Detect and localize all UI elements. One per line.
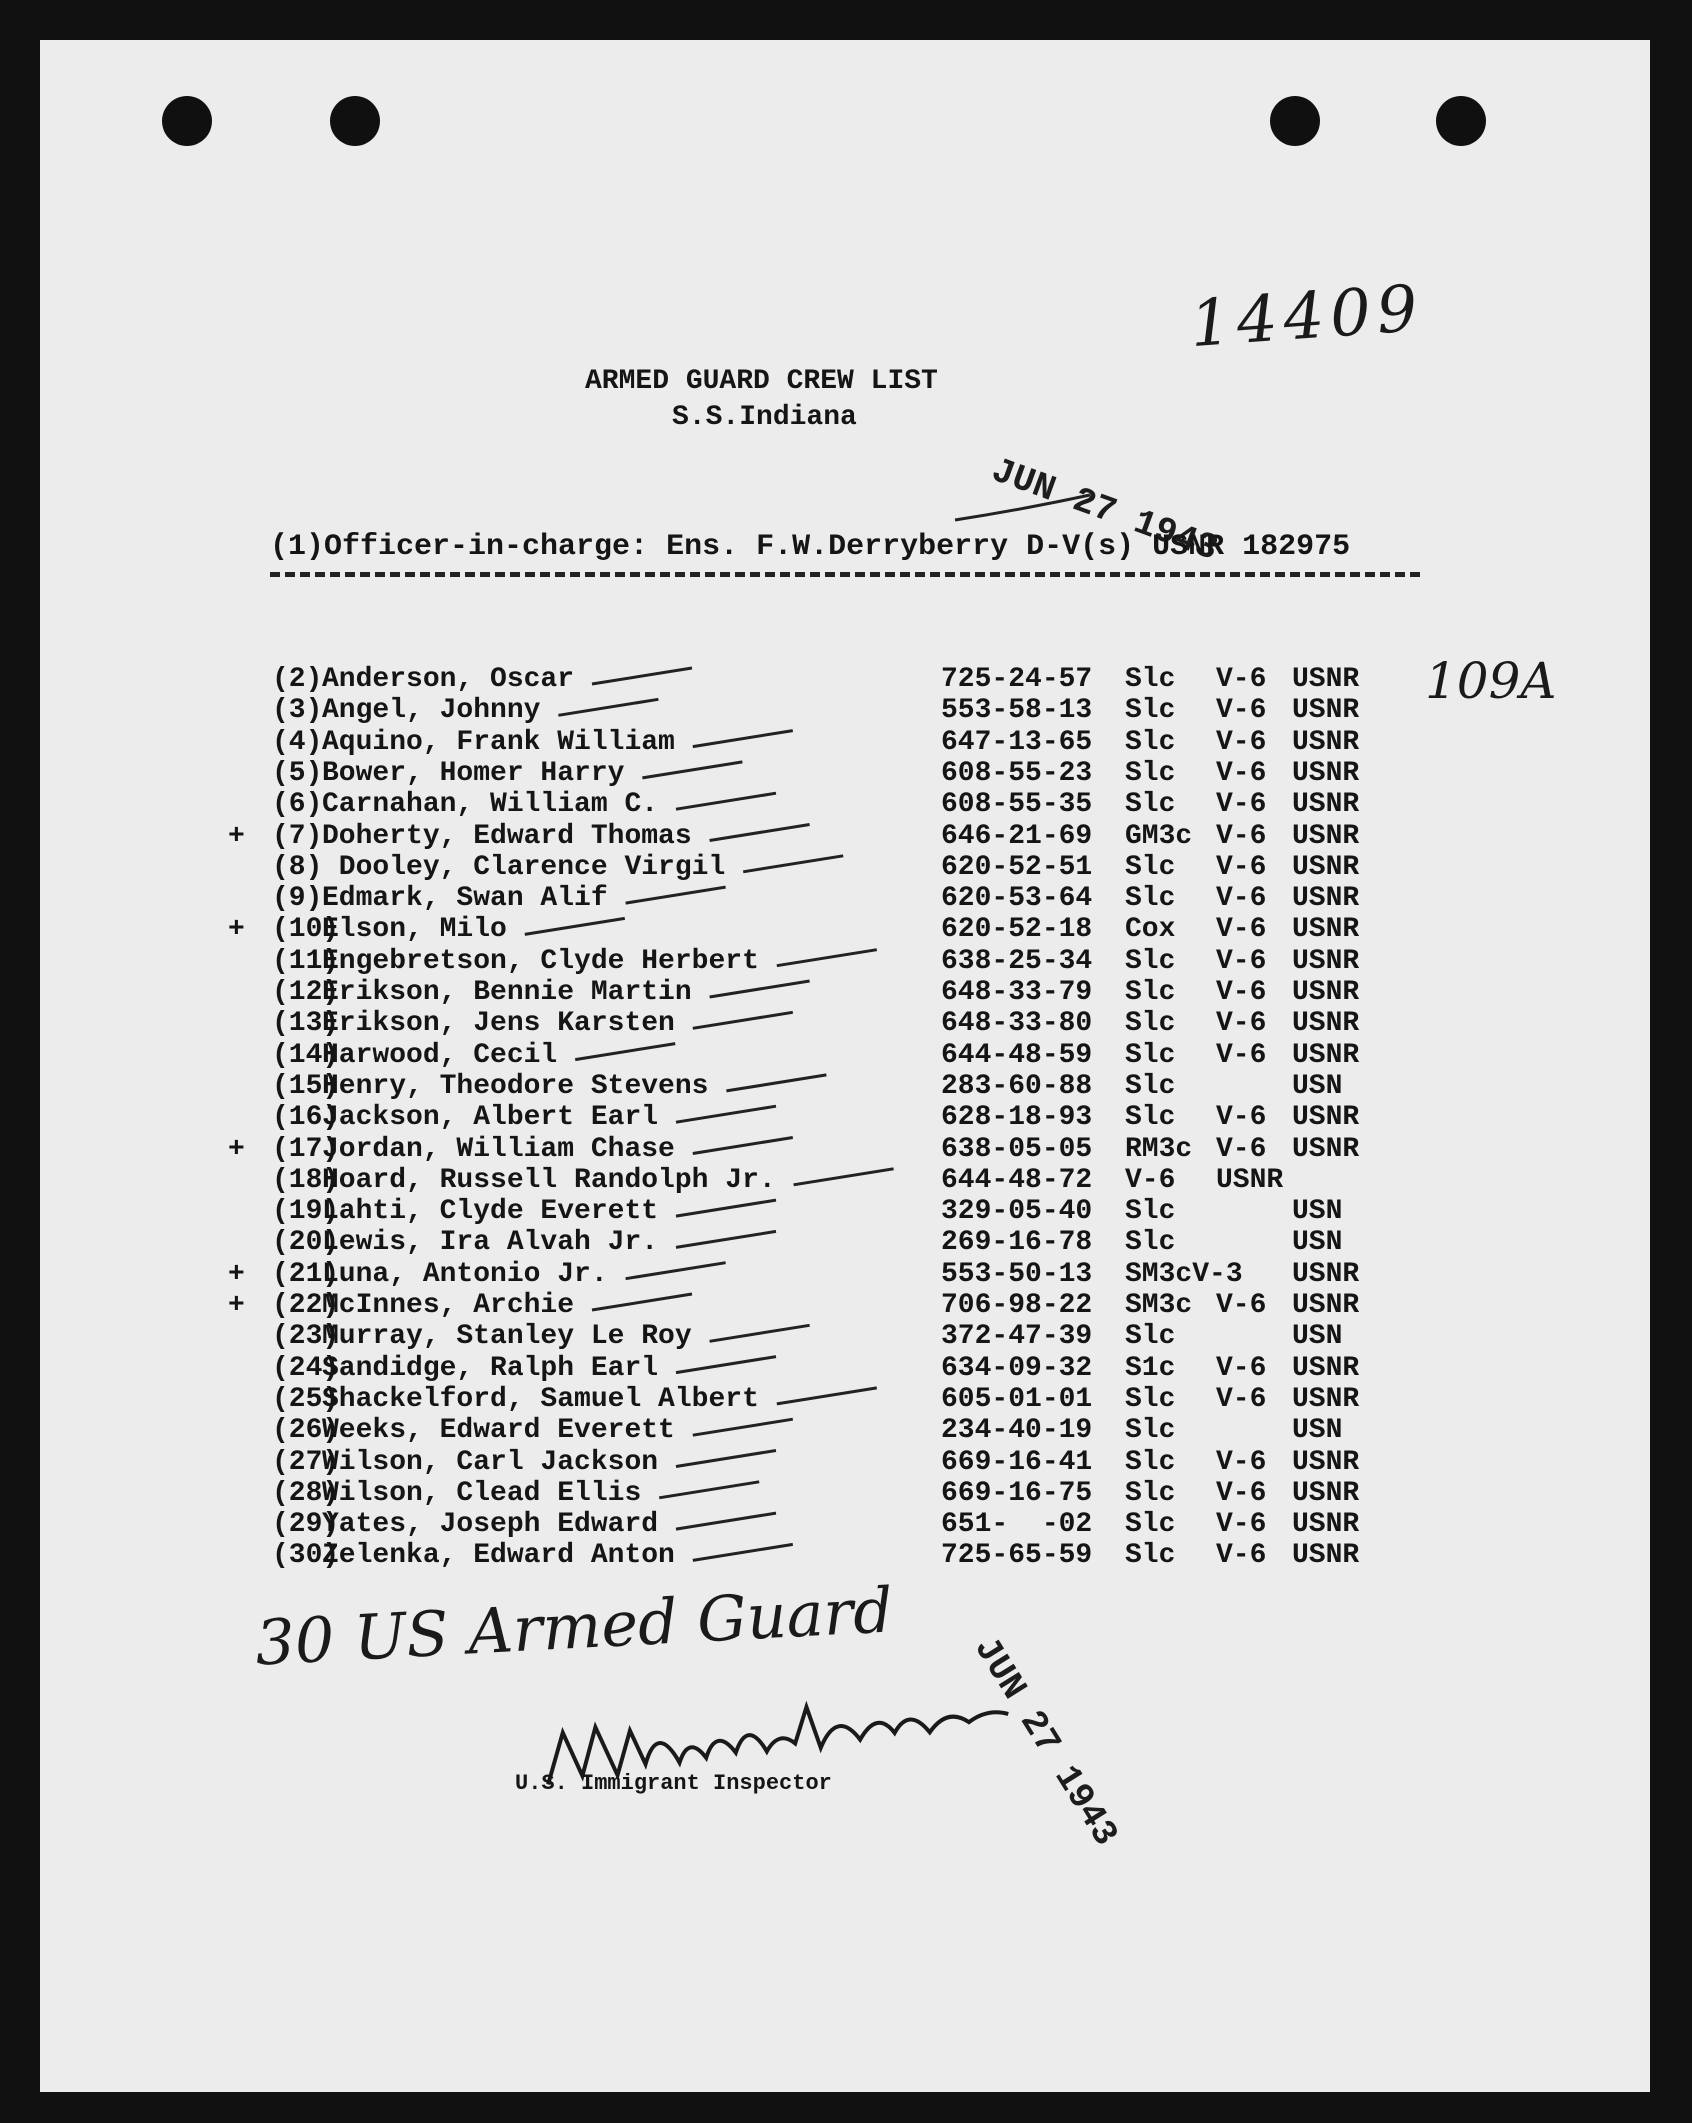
- crew-name: Erikson, Bennie Martin: [322, 977, 692, 1008]
- check-stroke: [592, 668, 692, 684]
- check-stroke: [693, 1012, 793, 1028]
- service-number: 725-24-57: [941, 664, 1093, 695]
- ship-name: S.S.Indiana: [672, 402, 857, 433]
- service-number: 553-50-13: [941, 1258, 1093, 1290]
- crew-number: (30): [272, 1540, 340, 1572]
- service-number: 553-58-13: [941, 695, 1093, 727]
- check-stroke: [693, 1138, 793, 1154]
- crew-number: (11): [272, 945, 340, 977]
- check-stroke: [710, 981, 810, 997]
- crew-name: Wilson, Clead Ellis: [322, 1477, 642, 1509]
- crew-class: V-6: [1216, 1446, 1267, 1478]
- crew-number: (12): [272, 977, 340, 1008]
- crew-branch: USNR: [1292, 914, 1360, 946]
- crew-name: Jackson, Albert Earl: [322, 1102, 659, 1134]
- crew-rate: Slc: [1125, 664, 1176, 695]
- crew-mark: +: [228, 820, 245, 852]
- crew-number: (18): [272, 1164, 340, 1196]
- service-number: 648-33-79: [941, 977, 1093, 1008]
- crew-number: (9): [272, 883, 323, 915]
- crew-rate: Slc: [1125, 883, 1176, 915]
- crew-number: (6): [272, 789, 323, 821]
- check-stroke: [693, 1419, 793, 1435]
- crew-class: V-6: [1216, 1039, 1267, 1071]
- service-number: 706-98-22: [941, 1290, 1093, 1321]
- crew-rate: Slc: [1125, 1540, 1176, 1572]
- crew-branch: USNR: [1292, 1258, 1360, 1290]
- summary-note: 30 US Armed Guard: [253, 1573, 895, 1680]
- check-stroke: [777, 950, 877, 966]
- crew-mark: +: [228, 1290, 245, 1321]
- crew-rate: Slc: [1125, 1446, 1176, 1478]
- crew-class: V-6: [1216, 1352, 1267, 1384]
- crew-rate: Slc: [1125, 1321, 1176, 1353]
- service-number: 329-05-40: [941, 1196, 1093, 1228]
- crew-class: V-6: [1216, 789, 1267, 821]
- crew-rate: Slc: [1125, 1039, 1176, 1071]
- check-stroke: [626, 887, 726, 903]
- crew-branch: USN: [1292, 1227, 1343, 1259]
- service-number: 620-52-51: [941, 851, 1093, 883]
- crew-name: Yates, Joseph Edward: [322, 1509, 659, 1541]
- check-stroke: [676, 1513, 776, 1529]
- check-stroke: [743, 856, 843, 872]
- crew-branch: USNR: [1292, 1509, 1360, 1541]
- crew-class: V-6: [1216, 757, 1267, 789]
- officer-in-charge: (1)Officer-in-charge: Ens. F.W.Derryberry D-V(s) USNR 182975: [270, 530, 1351, 564]
- crew-number: (17): [272, 1133, 340, 1165]
- crew-class: V-6: [1216, 1133, 1267, 1165]
- service-number: 628-18-93: [941, 1102, 1093, 1134]
- crew-branch: USNR: [1292, 1290, 1360, 1321]
- check-stroke: [710, 825, 810, 841]
- crew-number: (21): [272, 1258, 340, 1290]
- crew-name: McInnes, Archie: [322, 1290, 575, 1321]
- page-number: 14409: [1187, 271, 1426, 363]
- crew-branch: USNR: [1292, 695, 1360, 727]
- crew-class: V-6: [1216, 1290, 1267, 1321]
- crew-rate: Slc: [1125, 1070, 1176, 1102]
- crew-rate: Slc: [1125, 977, 1176, 1008]
- crew-rate: Slc: [1125, 1008, 1176, 1040]
- crew-branch: USNR: [1292, 977, 1360, 1008]
- crew-branch: USN: [1292, 1415, 1343, 1447]
- check-stroke: [676, 1231, 776, 1247]
- crew-rate: SM3cV-3: [1125, 1258, 1243, 1290]
- crew-branch: USNR: [1292, 757, 1360, 789]
- check-stroke: [676, 1451, 776, 1467]
- crew-rate: Slc: [1125, 1102, 1176, 1134]
- crew-name: Shackelford, Samuel Albert: [322, 1383, 759, 1415]
- crew-name: Weeks, Edward Everett: [322, 1415, 675, 1447]
- check-stroke: [676, 1106, 776, 1122]
- crew-number: (20): [272, 1227, 340, 1259]
- crew-branch: USN: [1292, 1070, 1343, 1102]
- service-number: 269-16-78: [941, 1227, 1093, 1259]
- crew-name: Edmark, Swan Alif: [322, 883, 608, 915]
- crew-class: V-6: [1216, 1102, 1267, 1134]
- crew-number: (13): [272, 1008, 340, 1040]
- service-number: 620-52-18: [941, 914, 1093, 946]
- crew-number: (8): [272, 851, 323, 883]
- check-stroke: [525, 918, 625, 934]
- check-stroke: [659, 1482, 759, 1498]
- code-annotation: 109A: [1425, 652, 1557, 710]
- crew-branch: USNR: [1292, 1446, 1360, 1478]
- crew-rate: Slc: [1125, 1477, 1176, 1509]
- crew-number: (2): [272, 664, 323, 695]
- crew-name: Wilson, Carl Jackson: [322, 1446, 659, 1478]
- crew-number: (16): [272, 1102, 340, 1134]
- document-title: ARMED GUARD CREW LIST: [585, 366, 938, 397]
- check-stroke: [642, 762, 742, 778]
- crew-branch: USNR: [1292, 1102, 1360, 1134]
- service-number: 638-25-34: [941, 945, 1093, 977]
- crew-rate: Slc: [1125, 726, 1176, 758]
- crew-rate: Slc: [1125, 695, 1176, 727]
- crew-name: Erikson, Jens Karsten: [322, 1008, 675, 1040]
- crew-class: V-6: [1216, 1540, 1267, 1572]
- crew-rate: Slc: [1125, 1196, 1176, 1228]
- crew-rate: S1c: [1125, 1352, 1176, 1384]
- crew-name: Engebretson, Clyde Herbert: [322, 945, 759, 977]
- crew-number: (19): [272, 1196, 340, 1228]
- service-number: 234-40-19: [941, 1415, 1093, 1447]
- crew-name: Zelenka, Edward Anton: [322, 1540, 675, 1572]
- service-number: 651- -02: [941, 1509, 1093, 1541]
- crew-branch: USNR: [1292, 726, 1360, 758]
- crew-number: (3): [272, 695, 323, 727]
- crew-name: Carnahan, William C.: [322, 789, 659, 821]
- check-stroke: [592, 1294, 692, 1310]
- crew-class: V-6: [1216, 1008, 1267, 1040]
- crew-class: V-6: [1216, 914, 1267, 946]
- document-page: [40, 40, 1650, 2092]
- service-number: 725-65-59: [941, 1540, 1093, 1572]
- check-stroke: [626, 1263, 726, 1279]
- crew-name: Luna, Antonio Jr.: [322, 1258, 608, 1290]
- check-stroke: [693, 731, 793, 747]
- crew-number: (25): [272, 1383, 340, 1415]
- crew-rate: Slc: [1125, 851, 1176, 883]
- crew-rate: V-6: [1125, 1164, 1176, 1196]
- crew-number: (5): [272, 757, 323, 789]
- crew-number: (24): [272, 1352, 340, 1384]
- crew-branch: USNR: [1292, 1039, 1360, 1071]
- crew-name: Elson, Milo: [322, 914, 507, 946]
- crew-branch: USNR: [1292, 945, 1360, 977]
- service-number: 605-01-01: [941, 1383, 1093, 1415]
- check-stroke: [693, 1544, 793, 1560]
- service-number: 648-33-80: [941, 1008, 1093, 1040]
- service-number: 647-13-65: [941, 726, 1093, 758]
- service-number: 669-16-75: [941, 1477, 1093, 1509]
- crew-class: V-6: [1216, 945, 1267, 977]
- crew-class: V-6: [1216, 977, 1267, 1008]
- crew-mark: +: [228, 914, 245, 946]
- crew-name: Dooley, Clarence Virgil: [322, 851, 726, 883]
- crew-class: V-6: [1216, 695, 1267, 727]
- crew-name: Henry, Theodore Stevens: [322, 1070, 709, 1102]
- crew-number: (10): [272, 914, 340, 946]
- crew-class: USNR: [1216, 1164, 1284, 1196]
- date-stamp-bottom: JUN 27 1943: [965, 1630, 1126, 1854]
- crew-branch: USNR: [1292, 883, 1360, 915]
- crew-branch: USNR: [1292, 664, 1360, 695]
- crew-name: Murray, Stanley Le Roy: [322, 1321, 692, 1353]
- check-stroke: [558, 699, 658, 715]
- check-stroke: [794, 1169, 894, 1185]
- crew-class: V-6: [1216, 664, 1267, 695]
- crew-name: Angel, Johnny: [322, 695, 541, 727]
- check-stroke: [726, 1075, 826, 1091]
- service-number: 620-53-64: [941, 883, 1093, 915]
- crew-rate: Slc: [1125, 1227, 1176, 1259]
- crew-name: Aquino, Frank William: [322, 726, 675, 758]
- crew-name: Harwood, Cecil: [322, 1039, 558, 1071]
- crew-name: Jordan, William Chase: [322, 1133, 675, 1165]
- check-stroke: [575, 1044, 675, 1060]
- crew-rate: Slc: [1125, 1383, 1176, 1415]
- stamp-underline: [955, 495, 1090, 520]
- service-number: 608-55-35: [941, 789, 1093, 821]
- crew-branch: USNR: [1292, 1540, 1360, 1572]
- crew-name: Hoard, Russell Randolph Jr.: [322, 1164, 776, 1196]
- service-number: 638-05-05: [941, 1133, 1093, 1165]
- crew-branch: USNR: [1292, 1383, 1360, 1415]
- crew-rate: Slc: [1125, 757, 1176, 789]
- crew-number: (23): [272, 1321, 340, 1353]
- crew-class: V-6: [1216, 1477, 1267, 1509]
- crew-branch: USNR: [1292, 851, 1360, 883]
- crew-class: V-6: [1216, 851, 1267, 883]
- crew-class: V-6: [1216, 1383, 1267, 1415]
- crew-rate: Cox: [1125, 914, 1176, 946]
- service-number: 283-60-88: [941, 1070, 1093, 1102]
- check-stroke: [777, 1388, 877, 1404]
- crew-class: V-6: [1216, 883, 1267, 915]
- crew-number: (22): [272, 1290, 340, 1321]
- service-number: 372-47-39: [941, 1321, 1093, 1353]
- service-number: 646-21-69: [941, 820, 1093, 852]
- check-stroke: [676, 1200, 776, 1216]
- crew-mark: +: [228, 1133, 245, 1165]
- crew-rate: Slc: [1125, 1415, 1176, 1447]
- crew-class: V-6: [1216, 820, 1267, 852]
- crew-branch: USNR: [1292, 1352, 1360, 1384]
- crew-name: Doherty, Edward Thomas: [322, 820, 692, 852]
- service-number: 644-48-72: [941, 1164, 1093, 1196]
- crew-number: (29): [272, 1509, 340, 1541]
- crew-rate: GM3c: [1125, 820, 1193, 852]
- crew-name: Lahti, Clyde Everett: [322, 1196, 659, 1228]
- crew-number: (15): [272, 1070, 340, 1102]
- crew-number: (26): [272, 1415, 340, 1447]
- crew-number: (14): [272, 1039, 340, 1071]
- crew-name: Anderson, Oscar: [322, 664, 575, 695]
- service-number: 608-55-23: [941, 757, 1093, 789]
- crew-rate: RM3c: [1125, 1133, 1193, 1165]
- crew-branch: USN: [1292, 1321, 1343, 1353]
- date-stamp-top: JUN 27 1943: [985, 450, 1224, 570]
- crew-class: V-6: [1216, 726, 1267, 758]
- signature-label: U.S. Immigrant Inspector: [515, 1771, 832, 1796]
- crew-name: Bower, Homer Harry: [322, 757, 625, 789]
- check-stroke: [676, 1357, 776, 1373]
- crew-number: (28): [272, 1477, 340, 1509]
- check-stroke: [710, 1325, 810, 1341]
- crew-rate: Slc: [1125, 1509, 1176, 1541]
- crew-name: Lewis, Ira Alvah Jr.: [322, 1227, 659, 1259]
- pen-strokes: [40, 40, 1650, 2092]
- service-number: 634-09-32: [941, 1352, 1093, 1384]
- crew-number: (27): [272, 1446, 340, 1478]
- crew-number: (7): [272, 820, 323, 852]
- crew-rate: SM3c: [1125, 1290, 1193, 1321]
- crew-name: Sandidge, Ralph Earl: [322, 1352, 659, 1384]
- service-number: 644-48-59: [941, 1039, 1093, 1071]
- crew-branch: USNR: [1292, 789, 1360, 821]
- crew-branch: USNR: [1292, 1133, 1360, 1165]
- crew-branch: USN: [1292, 1196, 1343, 1228]
- check-stroke: [676, 793, 776, 809]
- crew-branch: USNR: [1292, 1477, 1360, 1509]
- crew-rate: Slc: [1125, 789, 1176, 821]
- crew-number: (4): [272, 726, 323, 758]
- crew-branch: USNR: [1292, 820, 1360, 852]
- crew-rate: Slc: [1125, 945, 1176, 977]
- crew-branch: USNR: [1292, 1008, 1360, 1040]
- crew-class: V-6: [1216, 1509, 1267, 1541]
- crew-mark: +: [228, 1258, 245, 1290]
- service-number: 669-16-41: [941, 1446, 1093, 1478]
